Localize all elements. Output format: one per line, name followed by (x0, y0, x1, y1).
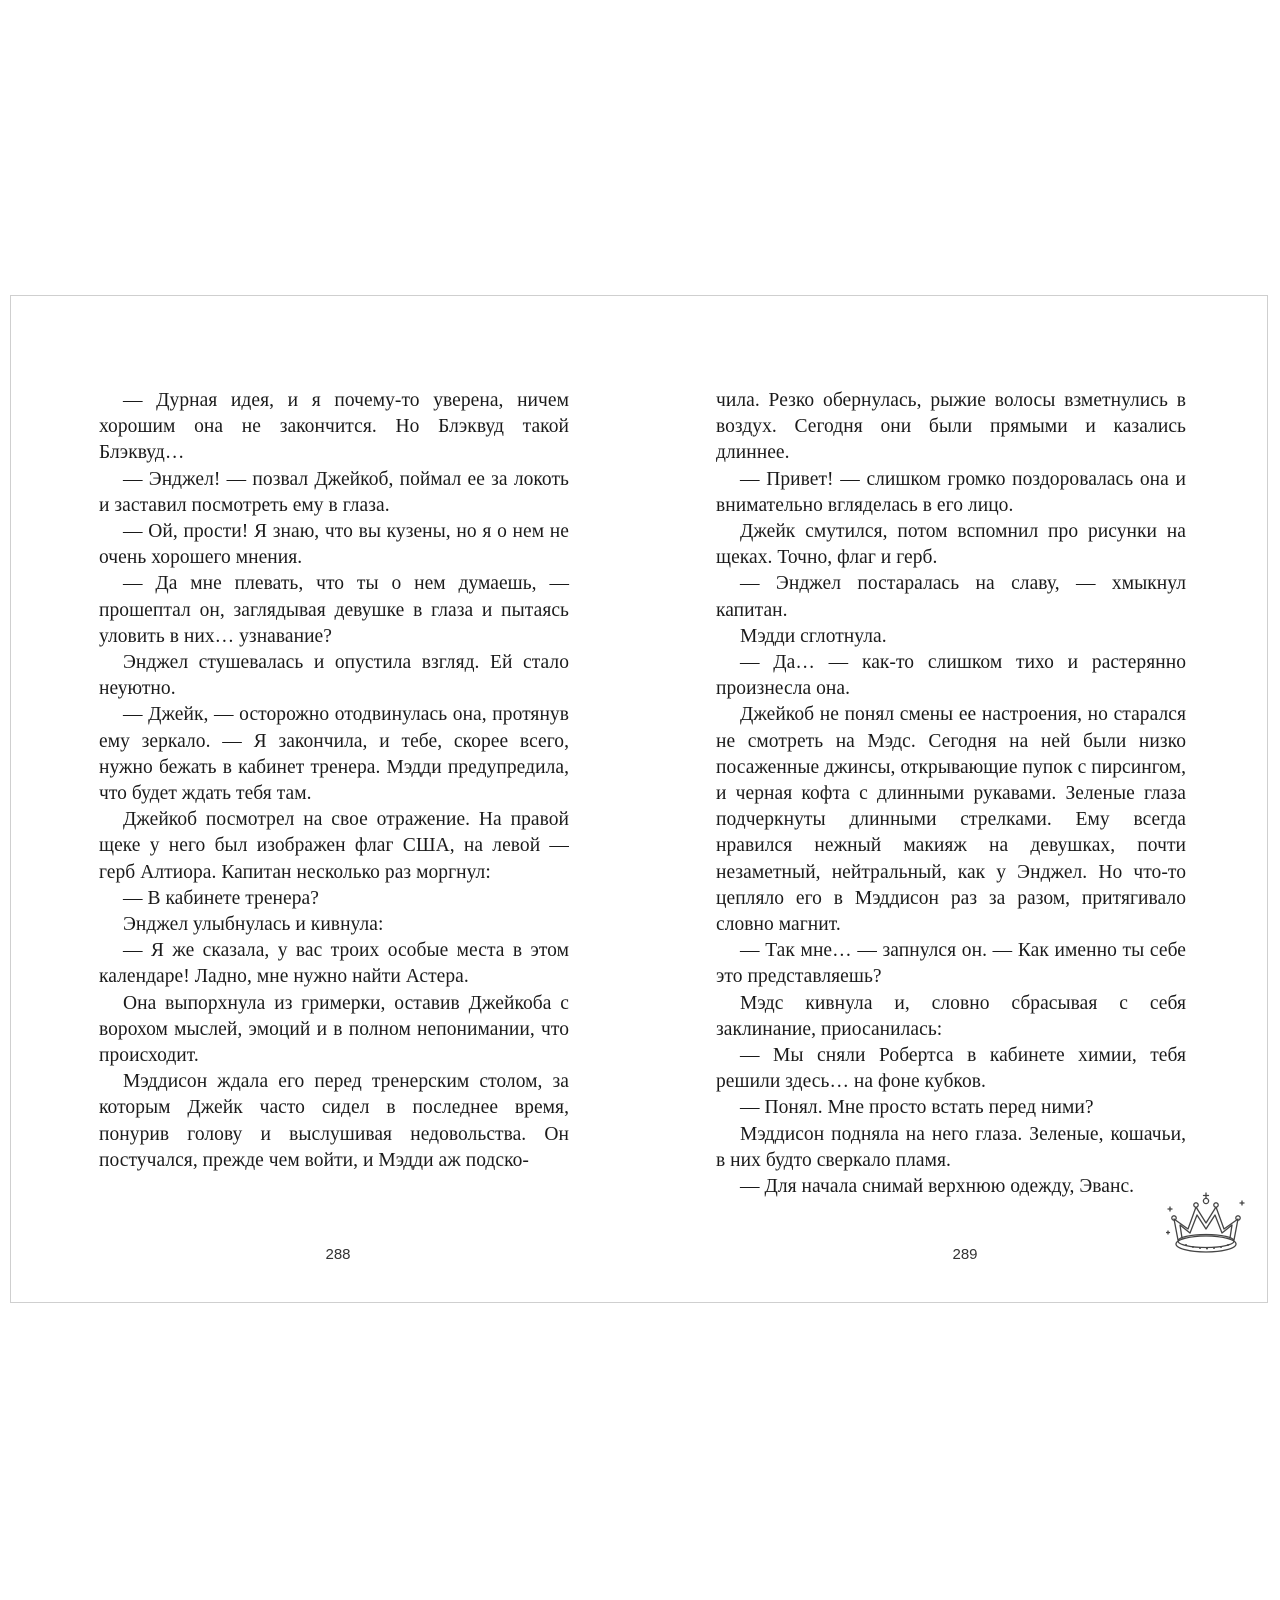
paragraph: — В кабинете тренера? (123, 887, 319, 909)
paragraph: — Энджел постаралась на славу, — хмыкнул капитан. (716, 573, 1186, 621)
paragraph: — Я же сказала, у вас троих особые места в этом календаре! Ладно, мне нужно найти Астера. (99, 940, 569, 988)
paragraph: Мэддисон ждала его перед тренерским столом, за которым Джейк часто сидел в последнее время, понурив голову и выслушивая недовольства. Он постучался, прежде чем войти, и Мэдди аж подско- (99, 1071, 569, 1171)
paragraph: — Так мне… — запнулся он. — Как именно ты себе это представляешь? (716, 940, 1186, 988)
paragraph: — Для начала снимай верхнюю одежду, Эванс. (740, 1176, 1135, 1198)
paragraph: Мэдди сглотнула. (740, 625, 887, 647)
page-number-right: 289 (952, 1246, 978, 1263)
paragraph: Мэддисон подняла на него глаза. Зеленые, кошачьи, в них будто сверкало пламя. (716, 1123, 1186, 1171)
paragraph: Джейкоб не понял смены ее настроения, но старался не смотреть на Мэдс. Сегодня на ней были низко посаженные джинсы, открывающие пупок с пирсингом, и черная кофта с длинными рукавами. Зеленые глаза подчеркнуты длинными стрелками. Ему всегда нравился нежный макияж на девушках, почти незаметный, нейтральный, как у Энджел. Но что-то цепляло его в Мэддисон раз за разом, притягивало словно магнит. (716, 704, 1186, 936)
book-spread (10, 295, 1268, 1303)
paragraph: Энджел улыбнулась и кивнула: (123, 914, 384, 936)
continued-paragraph: чила. Резко обернулась, рыжие волосы взметнулись в воздух. Сегодня они были прямыми и казались длиннее. (716, 390, 1186, 464)
paragraph: — Мы сняли Робертса в кабинете химии, тебя решили здесь… на фоне кубков. (716, 1045, 1186, 1093)
paragraph: — Дурная идея, и я почему-то уверена, ничем хорошим она не закончится. Но Блэквуд такой Блэквуд… (99, 390, 569, 464)
right-page (716, 388, 1186, 1200)
paragraph: — Привет! — слишком громко поздоровалась она и внимательно вгляделась в его лицо. (716, 468, 1186, 516)
paragraph: Мэдс кивнула и, словно сбрасывая с себя заклинание, приосанилась: (716, 992, 1186, 1040)
paragraph: — Да… — как-то слишком тихо и растерянно произнесла она. (716, 652, 1186, 700)
paragraph: — Да мне плевать, что ты о нем думаешь, — прошептал он, заглядывая девушке в глаза и пытаясь уловить в них… узнавание? (99, 573, 569, 647)
crown-icon (1166, 1189, 1246, 1261)
paragraph: Она выпорхнула из гримерки, оставив Джейкоба с ворохом мыслей, эмоций и в полном непонимании, что происходит. (99, 992, 569, 1067)
page-number-left: 288 (325, 1246, 351, 1263)
paragraph: — Понял. Мне просто встать перед ними? (740, 1097, 1094, 1119)
paragraph: — Ой, прости! Я знаю, что вы кузены, но я о нем не очень хорошего мнения. (99, 521, 569, 569)
left-page (99, 388, 569, 1174)
paragraph: — Джейк, — осторожно отодвинулась она, протянув ему зеркало. — Я закончила, и тебе, скорее всего, нужно бежать в кабинет тренера. Мэдди предупредила, что будет ждать тебя там. (99, 704, 569, 805)
paragraph: Энджел стушевалась и опустила взгляд. Ей стало неуютно. (99, 652, 569, 700)
paragraph: Джейкоб посмотрел на свое отражение. На правой щеке у него был изображен флаг США, на левой — герб Алтиора. Капитан несколько раз моргнул: (99, 809, 569, 883)
paragraph: — Энджел! — позвал Джейкоб, поймал ее за локоть и заставил посмотреть ему в глаза. (99, 468, 569, 516)
paragraph: Джейк смутился, потом вспомнил про рисунки на щеках. Точно, флаг и герб. (716, 521, 1186, 569)
